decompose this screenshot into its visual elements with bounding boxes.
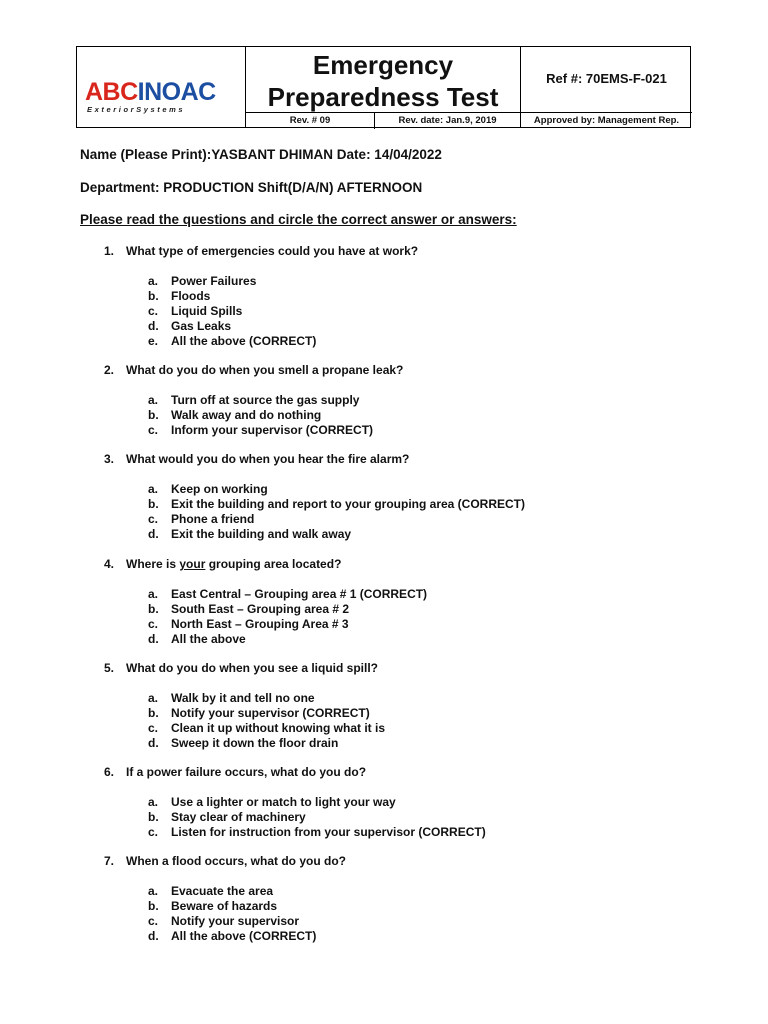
instructions: Please read the questions and circle the correct answer or answers: xyxy=(80,212,517,227)
option-letter: d. xyxy=(148,736,159,750)
answer-option[interactable] xyxy=(0,810,768,825)
answer-options xyxy=(0,587,768,647)
option-letter: a. xyxy=(148,587,159,601)
option-letter: a. xyxy=(148,393,159,407)
option-text: All the above (CORRECT) xyxy=(171,929,317,943)
question-number: 5. xyxy=(104,661,115,675)
option-letter: c. xyxy=(148,617,159,631)
option-letter: b. xyxy=(148,706,159,720)
answer-option[interactable] xyxy=(0,602,768,617)
answer-option[interactable] xyxy=(0,632,768,647)
answer-option[interactable] xyxy=(0,617,768,632)
revision-date: Rev. date: Jan.9, 2019 xyxy=(398,115,497,126)
option-text: East Central – Grouping area # 1 (CORRECT) xyxy=(171,587,428,601)
option-letter: c. xyxy=(148,512,159,526)
department-shift-line: Department: PRODUCTION Shift(D/A/N) AFTERNOON xyxy=(80,180,423,195)
option-text: Beware of hazards xyxy=(171,899,278,913)
option-text: Keep on working xyxy=(171,482,268,496)
answer-options xyxy=(0,393,768,438)
option-letter: c. xyxy=(148,304,159,318)
option-text: All the above xyxy=(171,632,246,646)
company-logo xyxy=(85,78,237,114)
option-letter: d. xyxy=(148,632,159,646)
question-number: 1. xyxy=(104,244,115,258)
option-letter: b. xyxy=(148,602,159,616)
option-text: Floods xyxy=(171,289,211,303)
option-text: Notify your supervisor xyxy=(171,914,300,928)
option-letter: e. xyxy=(148,334,159,348)
option-text: Turn off at source the gas supply xyxy=(171,393,360,407)
answer-option[interactable] xyxy=(0,408,768,423)
question-text: What type of emergencies could you have at work? xyxy=(126,244,419,258)
answer-option[interactable] xyxy=(0,587,768,602)
option-text: North East – Grouping Area # 3 xyxy=(171,617,349,631)
answer-option[interactable] xyxy=(0,884,768,899)
answer-option[interactable] xyxy=(0,497,768,512)
answer-options xyxy=(0,274,768,349)
answer-option[interactable] xyxy=(0,482,768,497)
logo-inoac: INOAC xyxy=(137,78,216,106)
answer-options xyxy=(0,482,768,542)
option-letter: d. xyxy=(148,929,159,943)
answer-option[interactable] xyxy=(0,721,768,736)
option-text: Evacuate the area xyxy=(171,884,274,898)
answer-option[interactable] xyxy=(0,304,768,319)
option-text: Use a lighter or match to light your way xyxy=(171,795,396,809)
option-text: Notify your supervisor (CORRECT) xyxy=(171,706,370,720)
answer-option[interactable] xyxy=(0,423,768,438)
logo-tagline: ExteriorSystems xyxy=(87,105,186,114)
form-header xyxy=(76,46,691,128)
option-text: South East – Grouping area # 2 xyxy=(171,602,350,616)
option-text: Listen for instruction from your supervisor (CORRECT) xyxy=(171,825,486,839)
option-letter: a. xyxy=(148,795,159,809)
option-letter: d. xyxy=(148,319,159,333)
answer-option[interactable] xyxy=(0,706,768,721)
approved-by: Approved by: Management Rep. xyxy=(533,115,680,126)
answer-options xyxy=(0,691,768,751)
option-text: Walk away and do nothing xyxy=(171,408,322,422)
option-letter: b. xyxy=(148,408,159,422)
option-text: Gas Leaks xyxy=(171,319,232,333)
option-text: Power Failures xyxy=(171,274,257,288)
document-title xyxy=(246,49,520,113)
answer-option[interactable] xyxy=(0,691,768,706)
question-number: 6. xyxy=(104,765,115,779)
answer-option[interactable] xyxy=(0,527,768,542)
reference-number: Ref #: 70EMS-F-021 xyxy=(546,71,667,86)
question-text: If a power failure occurs, what do you do? xyxy=(126,765,367,779)
option-letter: a. xyxy=(148,274,159,288)
option-letter: c. xyxy=(148,825,159,839)
option-text: All the above (CORRECT) xyxy=(171,334,317,348)
option-text: Inform your supervisor (CORRECT) xyxy=(171,423,374,437)
option-text: Clean it up without knowing what it is xyxy=(171,721,385,735)
answer-options xyxy=(0,795,768,840)
question-text: When a flood occurs, what do you do? xyxy=(126,854,346,868)
option-letter: b. xyxy=(148,899,159,913)
option-letter: c. xyxy=(148,721,159,735)
answer-option[interactable] xyxy=(0,334,768,349)
question-text: What do you do when you smell a propane leak? xyxy=(126,363,404,377)
answer-option[interactable] xyxy=(0,899,768,914)
option-text: Walk by it and tell no one xyxy=(171,691,315,705)
question-number: 2. xyxy=(104,363,115,377)
option-text: Stay clear of machinery xyxy=(171,810,306,824)
question-number: 3. xyxy=(104,452,115,466)
title-line-1: Emergency xyxy=(312,50,454,80)
revision-number: Rev. # 09 xyxy=(289,115,331,126)
option-text: Exit the building and walk away xyxy=(171,527,352,541)
option-letter: b. xyxy=(148,289,159,303)
option-letter: d. xyxy=(148,527,159,541)
question-number: 4. xyxy=(104,557,115,571)
answer-option[interactable] xyxy=(0,914,768,929)
option-text: Liquid Spills xyxy=(171,304,243,318)
option-letter: c. xyxy=(148,914,159,928)
option-letter: c. xyxy=(148,423,159,437)
name-date-line: Name (Please Print):YASBANT DHIMAN Date: 14/04/2022 xyxy=(80,147,442,162)
answer-option[interactable] xyxy=(0,795,768,810)
answer-option[interactable] xyxy=(0,512,768,527)
option-text: Phone a friend xyxy=(171,512,255,526)
option-letter: a. xyxy=(148,884,159,898)
answer-option[interactable] xyxy=(0,289,768,304)
question-number: 7. xyxy=(104,854,115,868)
option-letter: b. xyxy=(148,810,159,824)
option-text: Sweep it down the floor drain xyxy=(171,736,339,750)
logo-abc: ABC xyxy=(85,78,138,106)
answer-option[interactable] xyxy=(0,736,768,751)
answer-option[interactable] xyxy=(0,393,768,408)
question-text: What would you do when you hear the fire alarm? xyxy=(126,452,410,466)
answer-option[interactable] xyxy=(0,274,768,289)
option-letter: b. xyxy=(148,497,159,511)
answer-option[interactable] xyxy=(0,825,768,840)
title-line-2: Preparedness Test xyxy=(267,82,499,112)
option-letter: a. xyxy=(148,482,159,496)
answer-option[interactable] xyxy=(0,319,768,334)
option-text: Exit the building and report to your grouping area (CORRECT) xyxy=(171,497,525,511)
option-letter: a. xyxy=(148,691,159,705)
answer-options xyxy=(0,884,768,944)
question-text: What do you do when you see a liquid spill? xyxy=(126,661,379,675)
answer-option[interactable] xyxy=(0,929,768,944)
question-text: Where is your grouping area located? xyxy=(126,557,342,571)
